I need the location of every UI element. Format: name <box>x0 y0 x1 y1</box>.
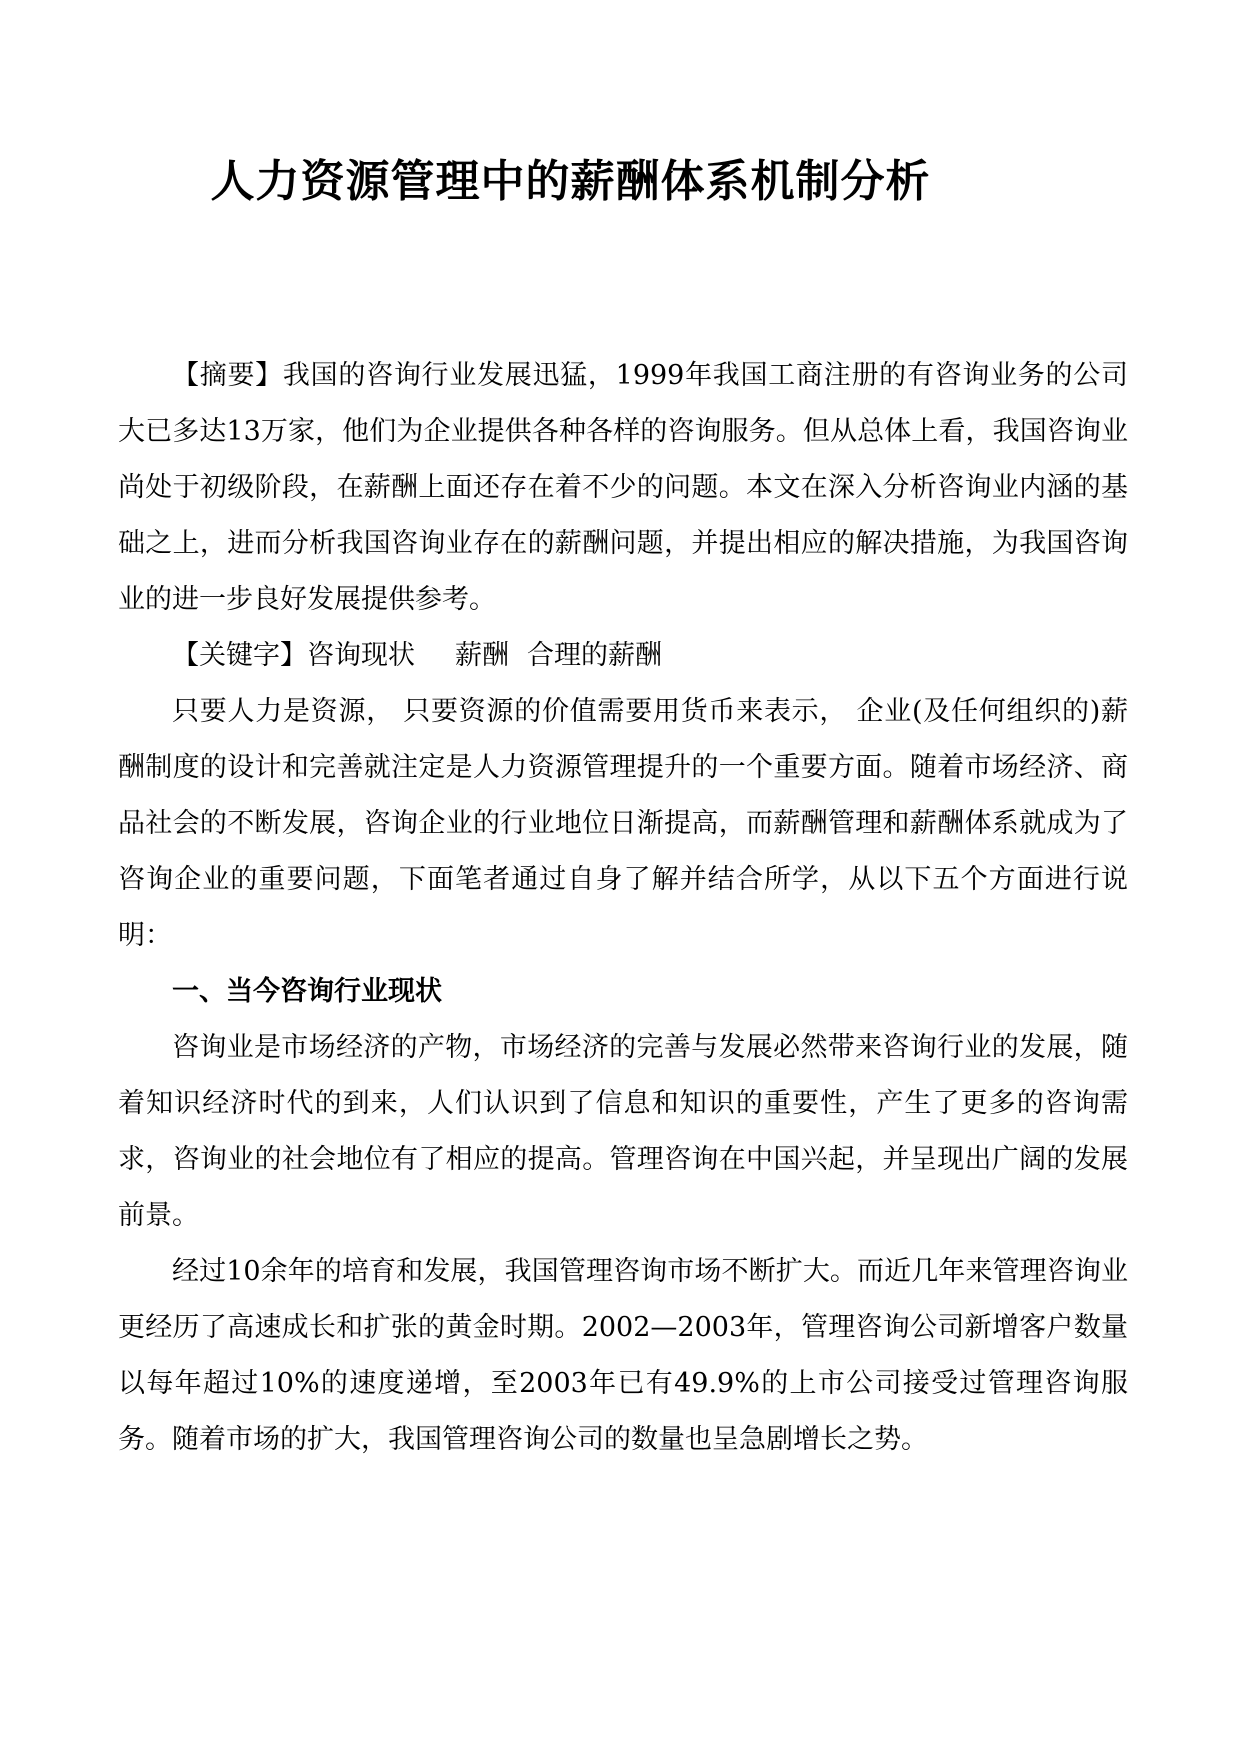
section-heading: 一、当今咨询行业现状 <box>172 976 442 1007</box>
keyword-item: 薪酬 <box>455 640 509 671</box>
keywords-line <box>118 628 1128 684</box>
abstract-paragraph: 【摘要】我国的咨询行业发展迅猛，1999年我国工商注册的有咨询业务的公司大已多达13万家，他们为企业提供各种各样的咨询服务。但从总体上看，我国咨询业尚处于初级阶段，在薪酬上面还存在着不少的问题。本文在深入分析咨询业内涵的基础之上，进而分析我国咨询业存在的薪酬问题，并提出相应的解决措施，为我国咨询业的进一步良好发展提供参考。 <box>118 360 1128 615</box>
document-body <box>118 348 1128 1468</box>
keyword-item: 咨询现状 <box>307 640 415 671</box>
document-title: 人力资源管理中的薪酬体系机制分析 <box>210 156 931 207</box>
intro-paragraph: 只要人力是资源， 只要资源的价值需要用货币来表示， 企业(及任何组织的)薪酬制度的设计和完善就注定是人力资源管理提升的一个重要方面。随着市场经济、商品社会的不断发展，咨询企业的行业地位日渐提高，而薪酬管理和薪酬体系就成为了咨询企业的重要问题，下面笔者通过自身了解并结合所学，从以下五个方面进行说明： <box>118 696 1128 951</box>
section-paragraph: 咨询业是市场经济的产物，市场经济的完善与发展必然带来咨询行业的发展，随着知识经济时代的到来，人们认识到了信息和知识的重要性，产生了更多的咨询需求，咨询业的社会地位有了相应的提高。管理咨询在中国兴起，并呈现出广阔的发展前景。 <box>118 1032 1128 1231</box>
keyword-item: 合理的薪酬 <box>527 640 662 671</box>
section-paragraph: 经过10余年的培育和发展，我国管理咨询市场不断扩大。而近几年来管理咨询业更经历了高速成长和扩张的黄金时期。2002—2003年，管理咨询公司新增客户数量以每年超过10%的速度递增，至2003年已有49.9%的上市公司接受过管理咨询服务。随着市场的扩大，我国管理咨询公司的数量也呈急剧增长之势。 <box>118 1256 1128 1455</box>
keywords-label: 【关键字】 <box>172 640 307 671</box>
